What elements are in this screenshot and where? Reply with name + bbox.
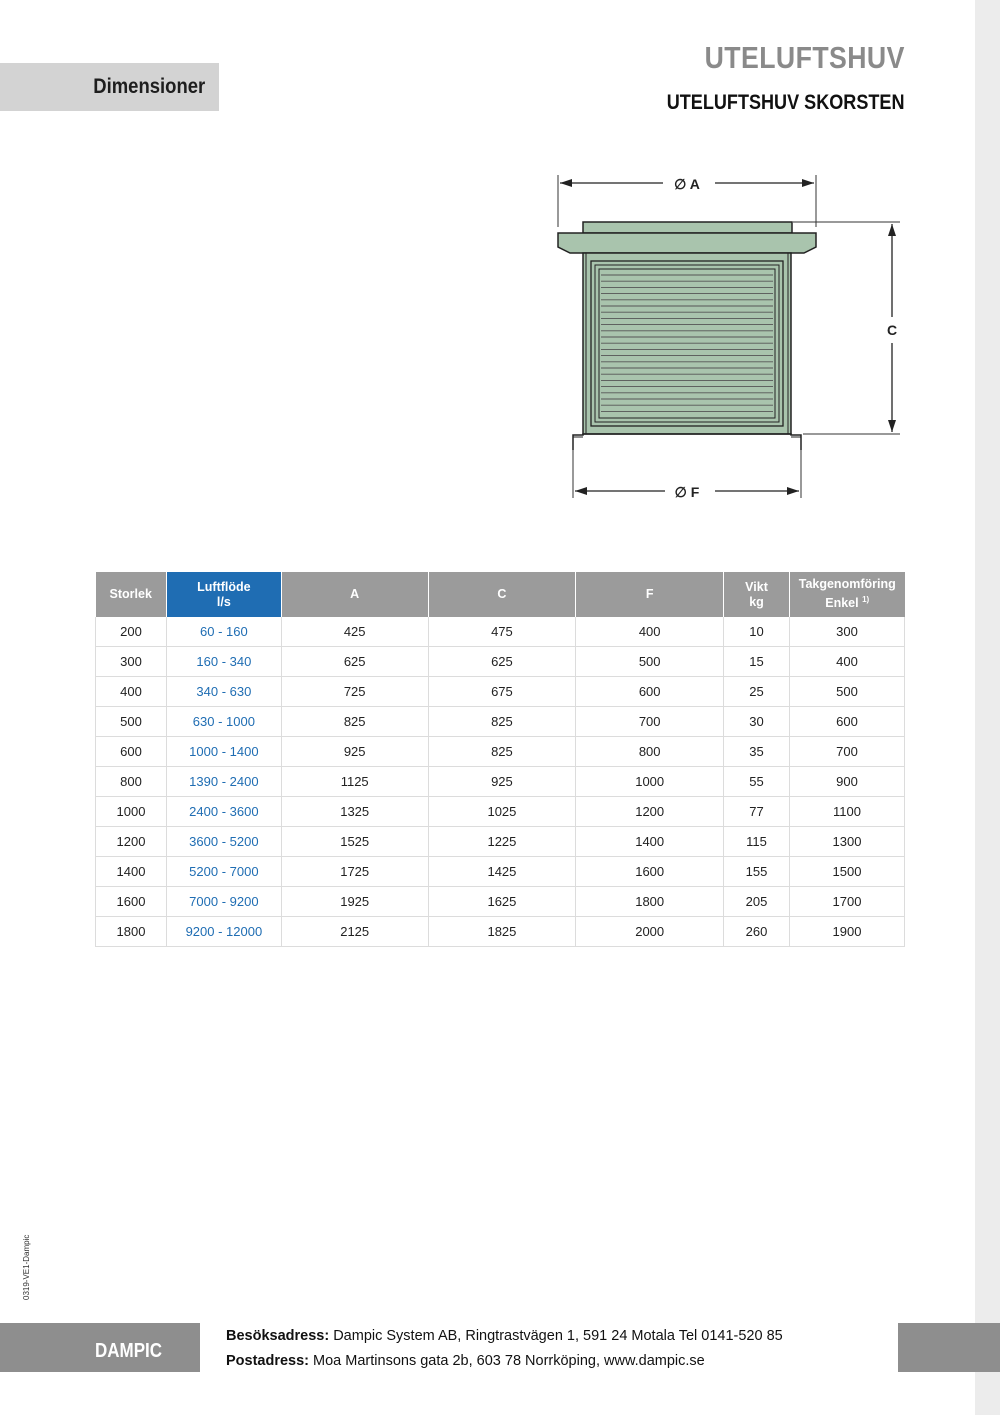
cell-luftflode: 340 - 630 [166,677,281,707]
cell-vikt: 30 [724,707,790,737]
cell-a: 1125 [281,767,428,797]
cell-storlek: 1400 [96,857,167,887]
cell-takgenomforing: 1700 [789,887,904,917]
cell-a: 1325 [281,797,428,827]
arrow-left-icon [560,179,572,187]
cell-takgenomforing: 900 [789,767,904,797]
cell-f: 1000 [576,767,724,797]
table-row [96,887,905,917]
hood-dimension-drawing [545,165,915,510]
cell-luftflode: 7000 - 9200 [166,887,281,917]
header-storlek: Storlek [96,572,167,617]
cell-f: 1200 [576,797,724,827]
cell-c: 675 [428,677,576,707]
arrow-right-icon [787,487,799,495]
cell-vikt: 10 [724,617,790,647]
cell-vikt: 15 [724,647,790,677]
cell-a: 1925 [281,887,428,917]
cell-vikt: 155 [724,857,790,887]
cell-luftflode: 2400 - 3600 [166,797,281,827]
cell-vikt: 205 [724,887,790,917]
right-margin-strip [975,0,1000,1415]
hood-cap [558,233,816,253]
cell-storlek: 800 [96,767,167,797]
page-subtitle: UTELUFTSHUV SKORSTEN [667,91,905,114]
header-f: F [576,572,724,617]
cell-storlek: 1800 [96,917,167,947]
table-row [96,767,905,797]
table-row [96,617,905,647]
cell-storlek: 400 [96,677,167,707]
cell-a: 725 [281,677,428,707]
cell-storlek: 300 [96,647,167,677]
cell-takgenomforing: 1900 [789,917,904,947]
cell-takgenomforing: 1500 [789,857,904,887]
hood-base-flange [573,434,801,450]
cell-takgenomforing: 1300 [789,827,904,857]
cell-takgenomforing: 300 [789,617,904,647]
arrow-right-icon [802,179,814,187]
cell-vikt: 55 [724,767,790,797]
document-code: 0319-VE1-Dampic [22,1234,31,1300]
cell-takgenomforing: 600 [789,707,904,737]
cell-f: 700 [576,707,724,737]
dimensions-table [95,572,905,947]
cell-vikt: 25 [724,677,790,707]
header-takgenomforing: Takgenomföring Enkel $^{1)}$ [789,572,904,617]
cell-f: 1800 [576,887,724,917]
table-row [96,677,905,707]
table-row [96,737,905,767]
cell-c: 1425 [428,857,576,887]
arrow-down-icon [888,420,896,432]
cell-a: 925 [281,737,428,767]
cell-c: 1625 [428,887,576,917]
cell-takgenomforing: 1100 [789,797,904,827]
cell-luftflode: 630 - 1000 [166,707,281,737]
cell-storlek: 500 [96,707,167,737]
dampic-logo: DAMPIC [95,1340,163,1362]
table-row [96,797,905,827]
cell-c: 825 [428,737,576,767]
table-row [96,707,905,737]
cell-vikt: 35 [724,737,790,767]
cell-c: 475 [428,617,576,647]
header-c: C [428,572,576,617]
header-a: A [281,572,428,617]
hood-cap-top [583,222,792,233]
cell-c: 1225 [428,827,576,857]
dimension-label-f: ∅ F [674,484,700,500]
cell-storlek: 200 [96,617,167,647]
cell-takgenomforing: 400 [789,647,904,677]
cell-storlek: 1200 [96,827,167,857]
cell-f: 600 [576,677,724,707]
cell-vikt: 115 [724,827,790,857]
cell-storlek: 600 [96,737,167,767]
page-title: UTELUFTSHUV [704,40,905,75]
cell-luftflode: 160 - 340 [166,647,281,677]
table-row [96,647,905,677]
cell-f: 2000 [576,917,724,947]
cell-f: 500 [576,647,724,677]
table-row [96,917,905,947]
cell-a: 1725 [281,857,428,887]
cell-luftflode: 5200 - 7000 [166,857,281,887]
footer-right-bar [898,1323,1000,1372]
cell-luftflode: 60 - 160 [166,617,281,647]
hood-body [558,222,816,450]
dimension-label-c: C [886,322,898,338]
table-row [96,857,905,887]
cell-f: 1400 [576,827,724,857]
section-tab-label: Dimensioner [93,75,205,98]
cell-vikt: 77 [724,797,790,827]
cell-f: 400 [576,617,724,647]
cell-c: 925 [428,767,576,797]
header-luftflode: Luftflöde l/s [166,572,281,617]
cell-a: 625 [281,647,428,677]
cell-luftflode: 9200 - 12000 [166,917,281,947]
cell-f: 1600 [576,857,724,887]
arrow-left-icon [575,487,587,495]
cell-a: 825 [281,707,428,737]
table-row [96,827,905,857]
cell-luftflode: 1000 - 1400 [166,737,281,767]
cell-a: 425 [281,617,428,647]
table-header-row [96,572,905,617]
header-vikt: Vikt kg [724,572,790,617]
cell-a: 2125 [281,917,428,947]
cell-takgenomforing: 700 [789,737,904,767]
cell-vikt: 260 [724,917,790,947]
cell-takgenomforing: 500 [789,677,904,707]
cell-luftflode: 3600 - 5200 [166,827,281,857]
cell-c: 1025 [428,797,576,827]
visit-address: Besöksadress: Dampic System AB, Ringtrastvägen 1, 591 24 Motala Tel 0141-520 85 [226,1328,783,1344]
cell-f: 800 [576,737,724,767]
table-body [96,617,905,947]
cell-luftflode: 1390 - 2400 [166,767,281,797]
arrow-up-icon [888,224,896,236]
dimension-label-a: ∅ A [674,176,700,192]
section-tab [0,63,219,111]
cell-c: 825 [428,707,576,737]
cell-storlek: 1600 [96,887,167,917]
postal-address: Postadress: Moa Martinsons gata 2b, 603 78 Norrköping, www.dampic.se [226,1353,705,1369]
cell-c: 625 [428,647,576,677]
cell-a: 1525 [281,827,428,857]
cell-c: 1825 [428,917,576,947]
cell-storlek: 1000 [96,797,167,827]
